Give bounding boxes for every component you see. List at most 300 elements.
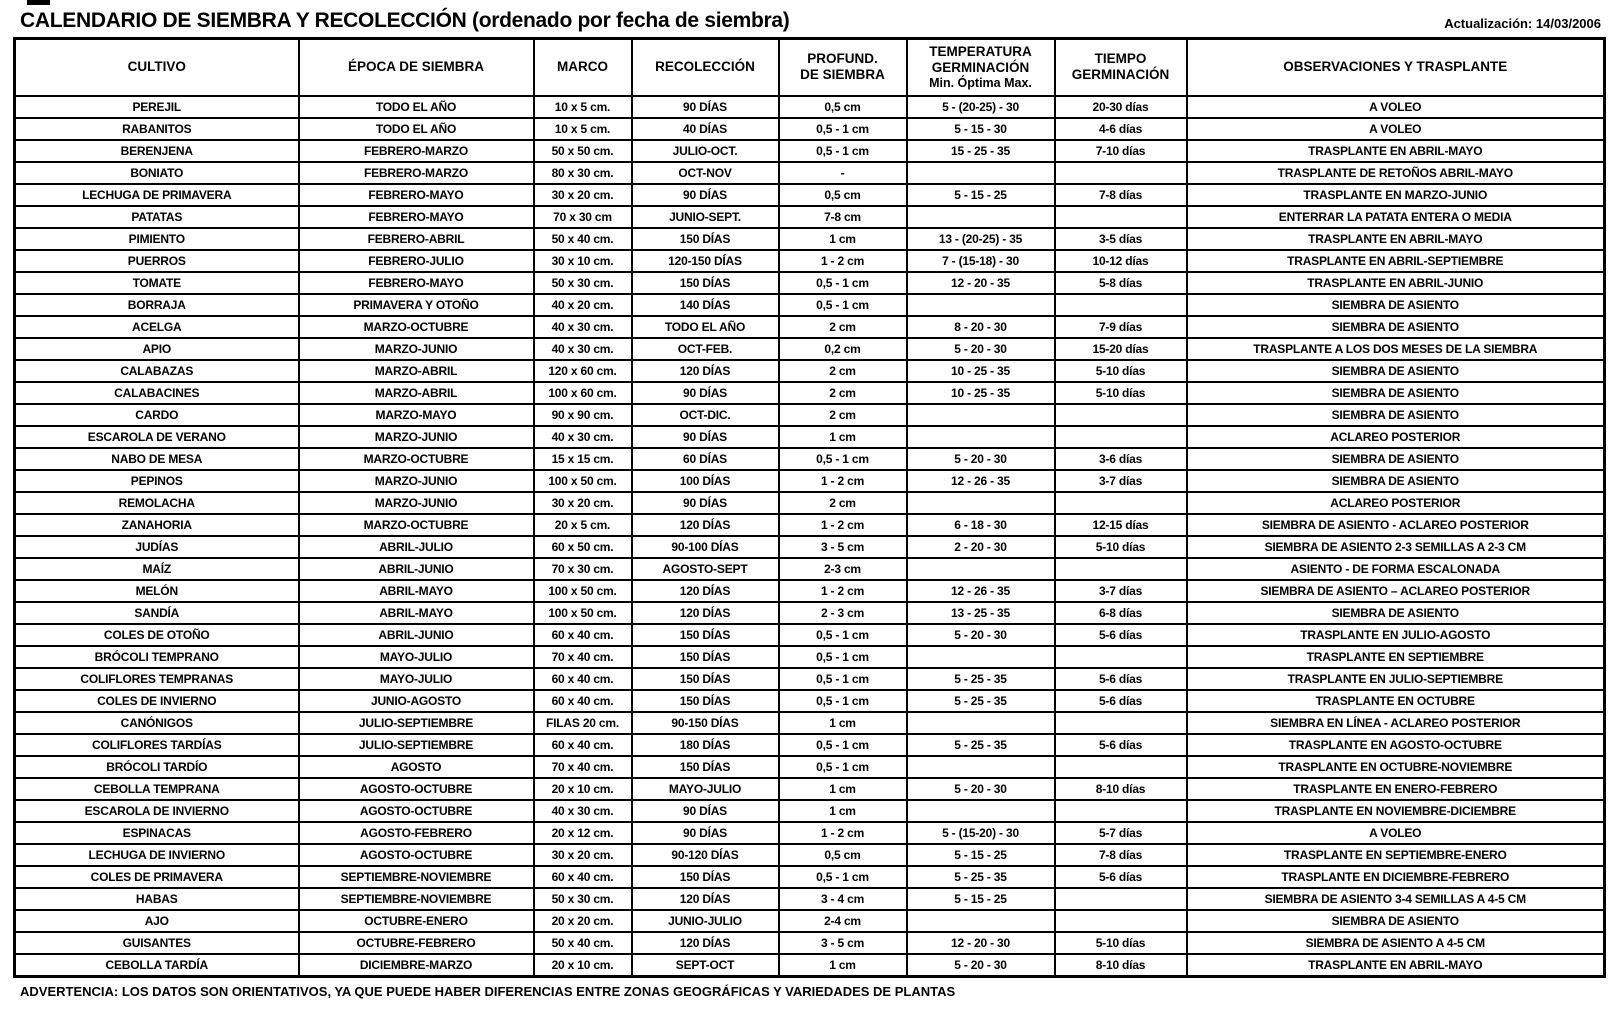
- table-row: [15, 404, 1605, 426]
- cell-cultivo: CEBOLLA TEMPRANA: [15, 778, 299, 800]
- cell-temperatura-germinacion: 2 - 20 - 30: [907, 536, 1055, 558]
- cell-recoleccion: 90-120 DÍAS: [632, 844, 779, 866]
- cell-marco: 50 x 30 cm.: [534, 888, 632, 910]
- cell-observaciones-y-trasplante: TRASPLANTE EN ABRIL-SEPTIEMBRE: [1187, 250, 1605, 272]
- cell-cultivo: PEPINOS: [15, 470, 299, 492]
- cell-observaciones-y-trasplante: TRASPLANTE EN DICIEMBRE-FEBRERO: [1187, 866, 1605, 888]
- cell-epoca-de-siembra: FEBRERO-MARZO: [299, 140, 534, 162]
- cell-profundidad-de-siembra: 0,5 cm: [779, 96, 907, 118]
- cell-profundidad-de-siembra: 2 cm: [779, 360, 907, 382]
- cell-temperatura-germinacion: [907, 294, 1055, 316]
- cell-marco: 40 x 30 cm.: [534, 316, 632, 338]
- cell-observaciones-y-trasplante: SIEMBRA DE ASIENTO: [1187, 382, 1605, 404]
- cell-observaciones-y-trasplante: ENTERRAR LA PATATA ENTERA O MEDIA: [1187, 206, 1605, 228]
- cell-tiempo-germinacion: 5-10 días: [1055, 536, 1187, 558]
- cell-recoleccion: 150 DÍAS: [632, 756, 779, 778]
- table-row: [15, 602, 1605, 624]
- cell-epoca-de-siembra: FEBRERO-MARZO: [299, 162, 534, 184]
- cell-cultivo: COLIFLORES TEMPRANAS: [15, 668, 299, 690]
- cell-marco: 10 x 5 cm.: [534, 118, 632, 140]
- cell-recoleccion: 90 DÍAS: [632, 184, 779, 206]
- cell-temperatura-germinacion: 13 - (20-25) - 35: [907, 228, 1055, 250]
- cell-profundidad-de-siembra: 0,5 - 1 cm: [779, 734, 907, 756]
- cell-tiempo-germinacion: [1055, 756, 1187, 778]
- cell-epoca-de-siembra: JULIO-SEPTIEMBRE: [299, 734, 534, 756]
- cell-profundidad-de-siembra: 0,5 cm: [779, 844, 907, 866]
- cell-temperatura-germinacion: 10 - 25 - 35: [907, 382, 1055, 404]
- table-row: [15, 96, 1605, 118]
- cell-tiempo-germinacion: 7-8 días: [1055, 184, 1187, 206]
- cell-cultivo: BORRAJA: [15, 294, 299, 316]
- cell-observaciones-y-trasplante: TRASPLANTE EN ABRIL-MAYO: [1187, 954, 1605, 977]
- cell-recoleccion: 120 DÍAS: [632, 580, 779, 602]
- table-row: [15, 954, 1605, 977]
- table-row: [15, 492, 1605, 514]
- cell-epoca-de-siembra: MARZO-MAYO: [299, 404, 534, 426]
- cell-temperatura-germinacion: 12 - 20 - 35: [907, 272, 1055, 294]
- cell-tiempo-germinacion: 5-10 días: [1055, 932, 1187, 954]
- cell-temperatura-germinacion: 13 - 25 - 35: [907, 602, 1055, 624]
- cell-profundidad-de-siembra: 0,5 - 1 cm: [779, 118, 907, 140]
- cell-profundidad-de-siembra: 3 - 5 cm: [779, 536, 907, 558]
- cell-profundidad-de-siembra: 1 cm: [779, 712, 907, 734]
- cell-cultivo: PATATAS: [15, 206, 299, 228]
- cell-tiempo-germinacion: 3-7 días: [1055, 470, 1187, 492]
- cell-recoleccion: 100 DÍAS: [632, 470, 779, 492]
- table-row: [15, 118, 1605, 140]
- cell-marco: 15 x 15 cm.: [534, 448, 632, 470]
- cell-epoca-de-siembra: MARZO-OCTUBRE: [299, 448, 534, 470]
- cell-temperatura-germinacion: 6 - 18 - 30: [907, 514, 1055, 536]
- cell-marco: 20 x 10 cm.: [534, 954, 632, 977]
- cell-observaciones-y-trasplante: SIEMBRA DE ASIENTO: [1187, 316, 1605, 338]
- cell-temperatura-germinacion: 5 - 20 - 30: [907, 448, 1055, 470]
- cell-temperatura-germinacion: 5 - 25 - 35: [907, 734, 1055, 756]
- cell-epoca-de-siembra: DICIEMBRE-MARZO: [299, 954, 534, 977]
- cell-epoca-de-siembra: MARZO-OCTUBRE: [299, 514, 534, 536]
- cell-recoleccion: 150 DÍAS: [632, 228, 779, 250]
- cell-profundidad-de-siembra: 0,5 - 1 cm: [779, 624, 907, 646]
- cell-cultivo: CALABACINES: [15, 382, 299, 404]
- cell-profundidad-de-siembra: 0,5 - 1 cm: [779, 448, 907, 470]
- cell-temperatura-germinacion: 5 - 20 - 30: [907, 778, 1055, 800]
- cell-recoleccion: 150 DÍAS: [632, 690, 779, 712]
- cell-observaciones-y-trasplante: TRASPLANTE EN ABRIL-JUNIO: [1187, 272, 1605, 294]
- cell-marco: 70 x 40 cm.: [534, 646, 632, 668]
- cell-profundidad-de-siembra: 0,5 - 1 cm: [779, 646, 907, 668]
- cell-cultivo: CARDO: [15, 404, 299, 426]
- cell-profundidad-de-siembra: 0,5 - 1 cm: [779, 866, 907, 888]
- cell-recoleccion: 120 DÍAS: [632, 602, 779, 624]
- column-header-recoleccion: RECOLECCIÓN: [632, 39, 779, 96]
- cell-cultivo: MAÍZ: [15, 558, 299, 580]
- cell-epoca-de-siembra: TODO EL AÑO: [299, 118, 534, 140]
- cell-epoca-de-siembra: MARZO-JUNIO: [299, 338, 534, 360]
- cell-observaciones-y-trasplante: SIEMBRA DE ASIENTO - ACLAREO POSTERIOR: [1187, 514, 1605, 536]
- cell-observaciones-y-trasplante: TRASPLANTE EN SEPTIEMBRE-ENERO: [1187, 844, 1605, 866]
- table-row: [15, 558, 1605, 580]
- cell-cultivo: PEREJIL: [15, 96, 299, 118]
- cell-recoleccion: 120 DÍAS: [632, 932, 779, 954]
- table-row: [15, 910, 1605, 932]
- cell-epoca-de-siembra: OCTUBRE-FEBRERO: [299, 932, 534, 954]
- cell-tiempo-germinacion: 10-12 días: [1055, 250, 1187, 272]
- cell-epoca-de-siembra: FEBRERO-MAYO: [299, 272, 534, 294]
- cell-recoleccion: TODO EL AÑO: [632, 316, 779, 338]
- cell-tiempo-germinacion: [1055, 294, 1187, 316]
- cell-profundidad-de-siembra: 2 cm: [779, 492, 907, 514]
- cell-recoleccion: 150 DÍAS: [632, 866, 779, 888]
- cell-tiempo-germinacion: [1055, 492, 1187, 514]
- table-row: [15, 756, 1605, 778]
- table-row: [15, 778, 1605, 800]
- cell-tiempo-germinacion: 20-30 días: [1055, 96, 1187, 118]
- cell-cultivo: CALABAZAS: [15, 360, 299, 382]
- cell-cultivo: COLES DE PRIMAVERA: [15, 866, 299, 888]
- cell-observaciones-y-trasplante: SIEMBRA DE ASIENTO: [1187, 448, 1605, 470]
- table-row: [15, 470, 1605, 492]
- cell-marco: 30 x 20 cm.: [534, 492, 632, 514]
- cell-temperatura-germinacion: 5 - 20 - 30: [907, 338, 1055, 360]
- table-row: [15, 514, 1605, 536]
- cell-recoleccion: 120 DÍAS: [632, 888, 779, 910]
- cell-observaciones-y-trasplante: TRASPLANTE EN ENERO-FEBRERO: [1187, 778, 1605, 800]
- cell-observaciones-y-trasplante: SIEMBRA DE ASIENTO: [1187, 602, 1605, 624]
- column-header-temperatura-germinacion: TEMPERATURA GERMINACIÓN Min. Óptima Max.: [907, 39, 1055, 96]
- scan-artifact-line: [27, 0, 50, 5]
- cell-temperatura-germinacion: 5 - 25 - 35: [907, 668, 1055, 690]
- cell-temperatura-germinacion: [907, 756, 1055, 778]
- cell-epoca-de-siembra: FEBRERO-JULIO: [299, 250, 534, 272]
- cell-tiempo-germinacion: 4-6 días: [1055, 118, 1187, 140]
- cell-tiempo-germinacion: [1055, 206, 1187, 228]
- cell-recoleccion: 90 DÍAS: [632, 492, 779, 514]
- cell-observaciones-y-trasplante: SIEMBRA DE ASIENTO A 4-5 CM: [1187, 932, 1605, 954]
- cell-recoleccion: 90 DÍAS: [632, 800, 779, 822]
- cell-profundidad-de-siembra: 3 - 5 cm: [779, 932, 907, 954]
- cell-marco: 60 x 40 cm.: [534, 668, 632, 690]
- cell-cultivo: COLIFLORES TARDÍAS: [15, 734, 299, 756]
- table-row: [15, 294, 1605, 316]
- cell-recoleccion: 40 DÍAS: [632, 118, 779, 140]
- cell-cultivo: CEBOLLA TARDÍA: [15, 954, 299, 977]
- cell-cultivo: AJO: [15, 910, 299, 932]
- cell-temperatura-germinacion: [907, 404, 1055, 426]
- table-row: [15, 624, 1605, 646]
- cell-profundidad-de-siembra: 1 - 2 cm: [779, 250, 907, 272]
- update-date-label: Actualización: 14/03/2006: [1444, 16, 1601, 31]
- cell-cultivo: ESPINACAS: [15, 822, 299, 844]
- table-row: [15, 844, 1605, 866]
- cell-epoca-de-siembra: ABRIL-JUNIO: [299, 624, 534, 646]
- cell-cultivo: SANDÍA: [15, 602, 299, 624]
- cell-recoleccion: 90-100 DÍAS: [632, 536, 779, 558]
- cell-cultivo: HABAS: [15, 888, 299, 910]
- cell-marco: 10 x 5 cm.: [534, 96, 632, 118]
- cell-temperatura-germinacion: [907, 558, 1055, 580]
- planting-calendar-table: [13, 37, 1606, 978]
- cell-observaciones-y-trasplante: SIEMBRA DE ASIENTO: [1187, 404, 1605, 426]
- cell-epoca-de-siembra: MARZO-ABRIL: [299, 382, 534, 404]
- cell-temperatura-germinacion: 7 - (15-18) - 30: [907, 250, 1055, 272]
- cell-epoca-de-siembra: ABRIL-JULIO: [299, 536, 534, 558]
- cell-tiempo-germinacion: 5-6 días: [1055, 624, 1187, 646]
- cell-marco: 40 x 30 cm.: [534, 426, 632, 448]
- cell-cultivo: ACELGA: [15, 316, 299, 338]
- column-header-tiempo-germinacion: TIEMPO GERMINACIÓN: [1055, 39, 1187, 96]
- table-row: [15, 316, 1605, 338]
- cell-marco: 60 x 40 cm.: [534, 734, 632, 756]
- cell-observaciones-y-trasplante: TRASPLANTE EN JULIO-SEPTIEMBRE: [1187, 668, 1605, 690]
- cell-tiempo-germinacion: 7-9 días: [1055, 316, 1187, 338]
- cell-epoca-de-siembra: SEPTIEMBRE-NOVIEMBRE: [299, 866, 534, 888]
- cell-observaciones-y-trasplante: TRASPLANTE EN OCTUBRE: [1187, 690, 1605, 712]
- cell-epoca-de-siembra: MARZO-OCTUBRE: [299, 316, 534, 338]
- cell-observaciones-y-trasplante: SIEMBRA DE ASIENTO: [1187, 470, 1605, 492]
- cell-tiempo-germinacion: 12-15 días: [1055, 514, 1187, 536]
- table-row: [15, 382, 1605, 404]
- cell-tiempo-germinacion: [1055, 646, 1187, 668]
- cell-observaciones-y-trasplante: SIEMBRA DE ASIENTO: [1187, 360, 1605, 382]
- cell-tiempo-germinacion: 5-6 días: [1055, 690, 1187, 712]
- cell-temperatura-germinacion: 5 - 20 - 30: [907, 954, 1055, 977]
- cell-temperatura-germinacion: [907, 426, 1055, 448]
- cell-profundidad-de-siembra: 1 cm: [779, 778, 907, 800]
- cell-temperatura-germinacion: 12 - 26 - 35: [907, 580, 1055, 602]
- table-row: [15, 800, 1605, 822]
- cell-cultivo: RABANITOS: [15, 118, 299, 140]
- cell-marco: 70 x 40 cm.: [534, 756, 632, 778]
- cell-marco: 100 x 60 cm.: [534, 382, 632, 404]
- cell-temperatura-germinacion: 5 - 15 - 25: [907, 844, 1055, 866]
- cell-epoca-de-siembra: ABRIL-JUNIO: [299, 558, 534, 580]
- cell-marco: 60 x 40 cm.: [534, 690, 632, 712]
- cell-epoca-de-siembra: FEBRERO-MAYO: [299, 184, 534, 206]
- cell-profundidad-de-siembra: 0,5 cm: [779, 184, 907, 206]
- cell-marco: 30 x 20 cm.: [534, 184, 632, 206]
- cell-cultivo: REMOLACHA: [15, 492, 299, 514]
- table-row: [15, 888, 1605, 910]
- cell-cultivo: COLES DE INVIERNO: [15, 690, 299, 712]
- cell-marco: 50 x 50 cm.: [534, 140, 632, 162]
- cell-cultivo: MELÓN: [15, 580, 299, 602]
- cell-marco: 60 x 40 cm.: [534, 624, 632, 646]
- cell-cultivo: PIMIENTO: [15, 228, 299, 250]
- cell-profundidad-de-siembra: 1 cm: [779, 426, 907, 448]
- cell-marco: 50 x 40 cm.: [534, 932, 632, 954]
- cell-tiempo-germinacion: 3-6 días: [1055, 448, 1187, 470]
- cell-marco: 20 x 20 cm.: [534, 910, 632, 932]
- cell-observaciones-y-trasplante: TRASPLANTE EN AGOSTO-OCTUBRE: [1187, 734, 1605, 756]
- cell-epoca-de-siembra: SEPTIEMBRE-NOVIEMBRE: [299, 888, 534, 910]
- cell-tiempo-germinacion: 5-6 días: [1055, 734, 1187, 756]
- cell-observaciones-y-trasplante: ACLAREO POSTERIOR: [1187, 426, 1605, 448]
- cell-tiempo-germinacion: [1055, 558, 1187, 580]
- cell-marco: 40 x 30 cm.: [534, 338, 632, 360]
- cell-recoleccion: 180 DÍAS: [632, 734, 779, 756]
- cell-marco: 20 x 10 cm.: [534, 778, 632, 800]
- cell-cultivo: CANÓNIGOS: [15, 712, 299, 734]
- cell-temperatura-germinacion: [907, 910, 1055, 932]
- cell-epoca-de-siembra: AGOSTO-OCTUBRE: [299, 844, 534, 866]
- cell-profundidad-de-siembra: 2-3 cm: [779, 558, 907, 580]
- cell-cultivo: GUISANTES: [15, 932, 299, 954]
- cell-tiempo-germinacion: 8-10 días: [1055, 778, 1187, 800]
- cell-recoleccion: 90 DÍAS: [632, 382, 779, 404]
- cell-marco: FILAS 20 cm.: [534, 712, 632, 734]
- cell-recoleccion: 140 DÍAS: [632, 294, 779, 316]
- cell-recoleccion: 150 DÍAS: [632, 624, 779, 646]
- table-row: [15, 866, 1605, 888]
- cell-temperatura-germinacion: 12 - 26 - 35: [907, 470, 1055, 492]
- cell-profundidad-de-siembra: 1 - 2 cm: [779, 822, 907, 844]
- cell-profundidad-de-siembra: 1 cm: [779, 800, 907, 822]
- table-row: [15, 712, 1605, 734]
- cell-temperatura-germinacion: [907, 646, 1055, 668]
- cell-cultivo: LECHUGA DE PRIMAVERA: [15, 184, 299, 206]
- cell-recoleccion: 90 DÍAS: [632, 822, 779, 844]
- cell-recoleccion: 60 DÍAS: [632, 448, 779, 470]
- topbar: [0, 0, 1617, 37]
- cell-temperatura-germinacion: 10 - 25 - 35: [907, 360, 1055, 382]
- cell-temperatura-germinacion: 5 - 15 - 25: [907, 184, 1055, 206]
- cell-profundidad-de-siembra: 2 cm: [779, 382, 907, 404]
- cell-tiempo-germinacion: [1055, 910, 1187, 932]
- cell-recoleccion: JULIO-OCT.: [632, 140, 779, 162]
- column-header-profundidad-de-siembra: PROFUND. DE SIEMBRA: [779, 39, 907, 96]
- cell-profundidad-de-siembra: 3 - 4 cm: [779, 888, 907, 910]
- cell-epoca-de-siembra: ABRIL-MAYO: [299, 580, 534, 602]
- cell-marco: 30 x 20 cm.: [534, 844, 632, 866]
- cell-tiempo-germinacion: 5-6 días: [1055, 866, 1187, 888]
- cell-profundidad-de-siembra: 1 - 2 cm: [779, 470, 907, 492]
- cell-recoleccion: OCT-NOV: [632, 162, 779, 184]
- table-row: [15, 536, 1605, 558]
- cell-cultivo: ZANAHORIA: [15, 514, 299, 536]
- cell-marco: 60 x 40 cm.: [534, 866, 632, 888]
- cell-observaciones-y-trasplante: TRASPLANTE EN MARZO-JUNIO: [1187, 184, 1605, 206]
- cell-marco: 20 x 5 cm.: [534, 514, 632, 536]
- cell-observaciones-y-trasplante: TRASPLANTE EN JULIO-AGOSTO: [1187, 624, 1605, 646]
- cell-tiempo-germinacion: 5-8 días: [1055, 272, 1187, 294]
- cell-marco: 100 x 50 cm.: [534, 470, 632, 492]
- cell-profundidad-de-siembra: 0,5 - 1 cm: [779, 690, 907, 712]
- table-row: [15, 250, 1605, 272]
- cell-tiempo-germinacion: 8-10 días: [1055, 954, 1187, 977]
- cell-marco: 80 x 30 cm.: [534, 162, 632, 184]
- cell-recoleccion: 150 DÍAS: [632, 668, 779, 690]
- cell-epoca-de-siembra: MARZO-JUNIO: [299, 426, 534, 448]
- table-row: [15, 360, 1605, 382]
- cell-cultivo: ESCAROLA DE VERANO: [15, 426, 299, 448]
- cell-observaciones-y-trasplante: TRASPLANTE EN ABRIL-MAYO: [1187, 228, 1605, 250]
- cell-recoleccion: SEPT-OCT: [632, 954, 779, 977]
- cell-profundidad-de-siembra: 7-8 cm: [779, 206, 907, 228]
- warning-text: ADVERTENCIA: LOS DATOS SON ORIENTATIVOS, YA QUE PUEDE HABER DIFERENCIAS ENTRE ZONAS GEOGRÁFICAS Y VARIEDADES DE PLANTAS: [20, 983, 956, 999]
- cell-profundidad-de-siembra: 0,5 - 1 cm: [779, 294, 907, 316]
- table-row: [15, 206, 1605, 228]
- column-header-epoca-de-siembra: ÉPOCA DE SIEMBRA: [299, 39, 534, 96]
- cell-temperatura-germinacion: 8 - 20 - 30: [907, 316, 1055, 338]
- cell-epoca-de-siembra: JULIO-SEPTIEMBRE: [299, 712, 534, 734]
- cell-cultivo: BERENJENA: [15, 140, 299, 162]
- cell-observaciones-y-trasplante: A VOLEO: [1187, 822, 1605, 844]
- cell-epoca-de-siembra: MARZO-ABRIL: [299, 360, 534, 382]
- cell-cultivo: JUDÍAS: [15, 536, 299, 558]
- cell-observaciones-y-trasplante: SIEMBRA DE ASIENTO: [1187, 294, 1605, 316]
- cell-observaciones-y-trasplante: TRASPLANTE A LOS DOS MESES DE LA SIEMBRA: [1187, 338, 1605, 360]
- cell-temperatura-germinacion: [907, 206, 1055, 228]
- cell-temperatura-germinacion: 5 - 15 - 25: [907, 888, 1055, 910]
- cell-cultivo: BONIATO: [15, 162, 299, 184]
- cell-tiempo-germinacion: [1055, 888, 1187, 910]
- table-row: [15, 140, 1605, 162]
- cell-epoca-de-siembra: AGOSTO-FEBRERO: [299, 822, 534, 844]
- cell-recoleccion: JUNIO-JULIO: [632, 910, 779, 932]
- cell-temperatura-germinacion: [907, 712, 1055, 734]
- cell-profundidad-de-siembra: 2 - 3 cm: [779, 602, 907, 624]
- table-row: [15, 228, 1605, 250]
- table-row: [15, 734, 1605, 756]
- header-row: [15, 39, 1605, 96]
- column-header-observaciones-y-trasplante: OBSERVACIONES Y TRASPLANTE: [1187, 39, 1605, 96]
- table-row: [15, 690, 1605, 712]
- table-row: [15, 162, 1605, 184]
- cell-cultivo: COLES DE OTOÑO: [15, 624, 299, 646]
- cell-temperatura-germinacion: 5 - 25 - 35: [907, 690, 1055, 712]
- cell-marco: 100 x 50 cm.: [534, 580, 632, 602]
- cell-temperatura-germinacion: 5 - (15-20) - 30: [907, 822, 1055, 844]
- cell-cultivo: BRÓCOLI TARDÍO: [15, 756, 299, 778]
- cell-epoca-de-siembra: TODO EL AÑO: [299, 96, 534, 118]
- cell-temperatura-germinacion: 15 - 25 - 35: [907, 140, 1055, 162]
- cell-marco: 100 x 50 cm.: [534, 602, 632, 624]
- cell-temperatura-germinacion: [907, 492, 1055, 514]
- cell-epoca-de-siembra: AGOSTO-OCTUBRE: [299, 778, 534, 800]
- cell-profundidad-de-siembra: 0,5 - 1 cm: [779, 272, 907, 294]
- cell-marco: 30 x 10 cm.: [534, 250, 632, 272]
- cell-temperatura-germinacion: [907, 162, 1055, 184]
- cell-cultivo: ESCAROLA DE INVIERNO: [15, 800, 299, 822]
- cell-observaciones-y-trasplante: TRASPLANTE DE RETOÑOS ABRIL-MAYO: [1187, 162, 1605, 184]
- cell-recoleccion: OCT-DIC.: [632, 404, 779, 426]
- cell-temperatura-germinacion: 5 - 20 - 30: [907, 624, 1055, 646]
- cell-cultivo: BRÓCOLI TEMPRANO: [15, 646, 299, 668]
- cell-cultivo: NABO DE MESA: [15, 448, 299, 470]
- cell-observaciones-y-trasplante: TRASPLANTE EN ABRIL-MAYO: [1187, 140, 1605, 162]
- cell-marco: 70 x 30 cm: [534, 206, 632, 228]
- cell-recoleccion: MAYO-JULIO: [632, 778, 779, 800]
- cell-recoleccion: 120 DÍAS: [632, 360, 779, 382]
- table-body: [15, 96, 1605, 977]
- table-row: [15, 272, 1605, 294]
- cell-recoleccion: 120-150 DÍAS: [632, 250, 779, 272]
- page-title: CALENDARIO DE SIEMBRA Y RECOLECCIÓN (ordenado por fecha de siembra): [20, 9, 790, 32]
- cell-tiempo-germinacion: 6-8 días: [1055, 602, 1187, 624]
- cell-cultivo: TOMATE: [15, 272, 299, 294]
- cell-tiempo-germinacion: [1055, 426, 1187, 448]
- cell-epoca-de-siembra: ABRIL-MAYO: [299, 602, 534, 624]
- cell-observaciones-y-trasplante: SIEMBRA DE ASIENTO 2-3 SEMILLAS A 2-3 CM: [1187, 536, 1605, 558]
- cell-observaciones-y-trasplante: SIEMBRA DE ASIENTO 3-4 SEMILLAS A 4-5 CM: [1187, 888, 1605, 910]
- cell-epoca-de-siembra: AGOSTO-OCTUBRE: [299, 800, 534, 822]
- cell-tiempo-germinacion: 15-20 días: [1055, 338, 1187, 360]
- cell-profundidad-de-siembra: 0,5 - 1 cm: [779, 140, 907, 162]
- cell-recoleccion: 90 DÍAS: [632, 426, 779, 448]
- table-row: [15, 646, 1605, 668]
- cell-epoca-de-siembra: MAYO-JULIO: [299, 668, 534, 690]
- cell-tiempo-germinacion: 7-8 días: [1055, 844, 1187, 866]
